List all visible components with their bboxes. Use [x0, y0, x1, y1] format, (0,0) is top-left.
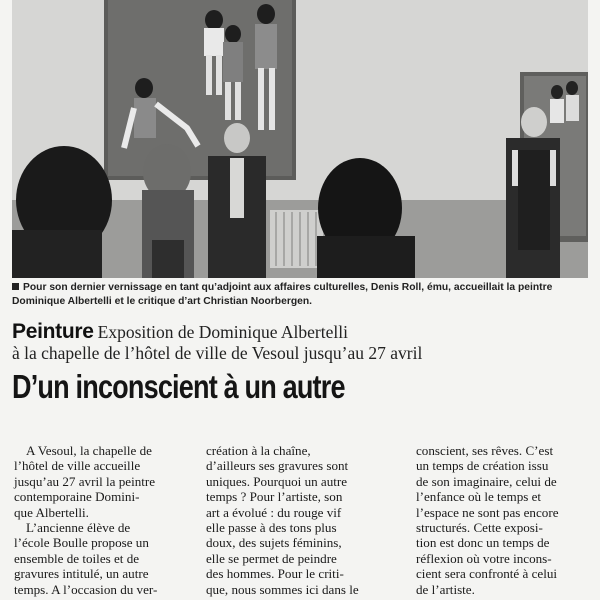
text-line: de son imaginaire, celui de	[416, 473, 557, 489]
text-line: structurés. Cette exposi-	[416, 520, 543, 536]
text-line: L’ancienne élève de	[26, 520, 131, 536]
text-line: ensemble de toiles et de	[14, 550, 140, 566]
text-line: réflexion où votre incons-	[416, 550, 552, 566]
photo-caption	[12, 281, 592, 309]
text-line: A Vesoul, la chapelle de	[26, 443, 152, 458]
text-line: temps. A l’occasion du ver-	[14, 581, 158, 597]
kicker	[12, 322, 592, 344]
text-line: l’école Boulle propose un	[14, 535, 149, 551]
bullet-square-icon	[12, 283, 19, 290]
exhibition-photo	[12, 0, 588, 278]
text-line: contemporaine Domini-	[14, 489, 140, 505]
text-line: conscient, ses rêves. C’est	[416, 443, 554, 458]
text-line: elle passe à des tons plus	[206, 520, 337, 536]
article-column-2	[206, 443, 388, 597]
text-line: gravures intitulé, un autre	[14, 566, 149, 582]
text-line: des hommes. Pour le criti-	[206, 566, 344, 582]
text-line: tion est donc un temps de	[416, 535, 550, 551]
text-line: que Albertelli.	[14, 504, 89, 520]
text-line: création à la chaîne,	[206, 443, 311, 458]
text-line: temps ? Pour l’artiste, son	[206, 489, 343, 505]
text-line: doux, des sujets féminins,	[206, 535, 342, 551]
text-line: l’hôtel de ville accueille	[14, 458, 141, 474]
text-line: de l’artiste.	[416, 581, 475, 597]
text-line: l’enfance où le temps et	[416, 489, 542, 505]
subhead-line1: Exposition de Dominique Albertelli	[97, 322, 348, 342]
text-line: d’ailleurs ses gravures sont	[206, 458, 349, 474]
text-line: elle se permet de peindre	[206, 550, 337, 566]
article-column-3	[416, 443, 590, 597]
text-line: uniques. Pourquoi un autre	[206, 473, 348, 489]
rubric-label: Peinture	[12, 320, 94, 343]
article-headline: D’un inconscient à un autre	[12, 368, 345, 405]
text-line: que, nous sommes ici dans le	[206, 581, 359, 597]
subhead-line2: à la chapelle de l’hôtel de ville de Vesoul jusqu’au 27 avril	[12, 343, 423, 363]
text-line: l’espace ne sont pas encore	[416, 504, 559, 520]
text-line: un temps de création issu	[416, 458, 549, 474]
article-column-1	[14, 443, 188, 597]
text-line: art a évolué : du rouge vif	[206, 504, 342, 520]
text-line: cient sera confronté à celui	[416, 566, 558, 582]
caption-text: Pour son dernier vernissage en tant qu’adjoint aux affaires culturelles, Denis Roll, ému, accueillait la peintre Dominique Albertelli et le critique d’art Christian Noorbergen.	[12, 282, 553, 307]
text-line: jusqu’au 27 avril la peintre	[14, 473, 156, 489]
